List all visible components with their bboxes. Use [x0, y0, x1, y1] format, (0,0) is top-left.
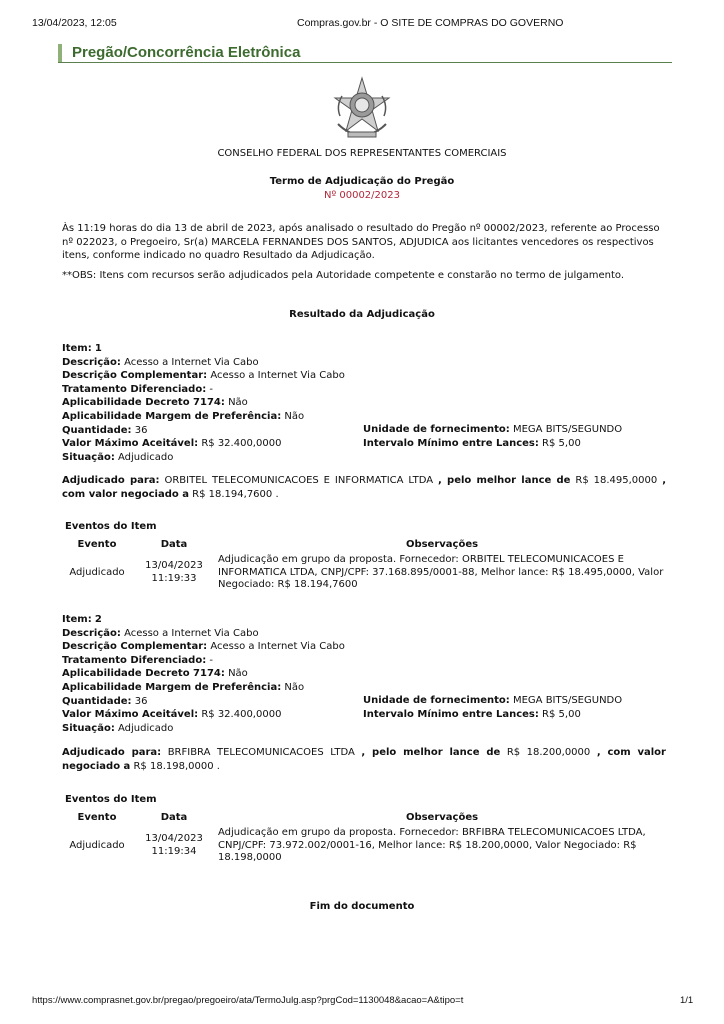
- situacao-row: [62, 722, 345, 736]
- tratamento-label: Tratamento Diferenciado:: [62, 383, 207, 395]
- event-date: 13/04/2023: [145, 833, 203, 845]
- margem-row: [62, 681, 345, 695]
- situacao-label: Situação:: [62, 722, 115, 734]
- table-row: [60, 552, 670, 594]
- margem-label: Aplicabilidade Margem de Preferência:: [62, 410, 282, 422]
- valor-maximo-row: [62, 708, 345, 722]
- event-datetime: [134, 825, 214, 867]
- eventos-title: Eventos do Item: [65, 521, 157, 532]
- print-page-number: 1/1: [680, 995, 694, 1006]
- descricao-value: Acesso a Internet Via Cabo: [124, 356, 259, 368]
- unidade-row: [363, 423, 622, 437]
- valor-maximo-label: Valor Máximo Aceitável:: [62, 438, 199, 450]
- eventos-title: Eventos do Item: [65, 794, 157, 805]
- valor-maximo-row: [62, 437, 345, 451]
- situacao-value: Adjudicado: [118, 722, 174, 734]
- descricao-complementar-value: Acesso a Internet Via Cabo: [210, 641, 345, 653]
- descricao-complementar-value: Acesso a Internet Via Cabo: [210, 370, 345, 382]
- item-label: Item:: [62, 343, 92, 354]
- descricao-row: [62, 627, 345, 641]
- tratamento-row: [62, 383, 345, 397]
- valor-maximo-value: R$ 32.400,0000: [201, 438, 282, 450]
- fornecedor-name: BRFIBRA TELECOMUNICACOES LTDA: [167, 747, 355, 758]
- descricao-complementar-row: [62, 640, 345, 654]
- tratamento-value: -: [209, 383, 214, 395]
- intervalo-label: Intervalo Mínimo entre Lances:: [363, 437, 539, 449]
- item-number-row: [62, 613, 345, 627]
- descricao-complementar-row: [62, 369, 345, 383]
- event-datetime: [134, 552, 214, 594]
- intervalo-label: Intervalo Mínimo entre Lances:: [363, 708, 539, 720]
- event-type: Adjudicado: [69, 566, 125, 578]
- print-url[interactable]: https://www.comprasnet.gov.br/pregao/pregoeiro/ata/TermoJulg.asp?prgCod=1130048&acao=A&tipo=t: [32, 995, 464, 1006]
- quantidade-row: [62, 695, 345, 709]
- intro-paragraph: Às 11:19 horas do dia 13 de abril de 2023, após analisado o resultado do Pregão nº 00002/2023, referente ao Processo nº 022023, o Pregoeiro, Sr(a) MARCELA FERNANDES DOS SANTOS, ADJUDICA aos licitantes vencedores os respectivos itens, conforme indicado no quadro Resultado da Adjudicação.: [62, 223, 660, 261]
- obs-note: **OBS: Itens com recursos serão adjudicados pela Autoridade competente e constarão no termo de julgamento.: [62, 270, 624, 281]
- unidade-label: Unidade de fornecimento:: [363, 424, 510, 435]
- unidade-row: [363, 694, 622, 708]
- item-number: 1: [94, 343, 102, 354]
- adjudicado-para-label: Adjudicado para:: [62, 475, 160, 486]
- item-details-right: [363, 694, 622, 721]
- quantidade-label: Quantidade:: [62, 695, 132, 707]
- intervalo-value: R$ 5,00: [542, 437, 581, 449]
- event-obs: Adjudicação em grupo da proposta. Fornecedor: BRFIBRA TELECOMUNICACOES LTDA, CNPJ/CPF: 73.972.002/0001-16, Melhor lance: R$ 18.200,0000, Valor Negociado: R$ 18.198,0000: [218, 827, 646, 863]
- decreto-value: Não: [228, 397, 248, 409]
- margem-label: Aplicabilidade Margem de Preferência:: [62, 681, 282, 693]
- events-header-row: [60, 536, 670, 552]
- descricao-complementar-label: Descrição Complementar:: [62, 641, 208, 653]
- quantidade-row: [62, 424, 345, 438]
- col-data: Data: [160, 538, 188, 550]
- melhor-lance-label: , pelo melhor lance de: [438, 475, 571, 486]
- event-type: Adjudicado: [69, 839, 125, 851]
- event-time: 11:19:33: [151, 572, 197, 584]
- decreto-row: [62, 667, 345, 681]
- print-page-title: Compras.gov.br - O SITE DE COMPRAS DO GOVERNO: [297, 17, 564, 29]
- intervalo-value: R$ 5,00: [542, 708, 581, 720]
- margem-value: Não: [284, 681, 305, 693]
- decreto-value: Não: [228, 668, 248, 680]
- melhor-lance-value: R$ 18.200,0000: [506, 747, 591, 758]
- valor-negociado-value: R$ 18.198,0000: [133, 760, 214, 772]
- document-end: Fim do documento: [309, 901, 415, 912]
- intervalo-row: [363, 437, 622, 451]
- decreto-row: [62, 396, 345, 410]
- banner-title: Pregão/Concorrência Eletrônica: [72, 44, 301, 61]
- banner-accent: [58, 44, 62, 63]
- tratamento-row: [62, 654, 345, 668]
- col-evento: Evento: [77, 811, 117, 823]
- banner-divider: [58, 62, 672, 63]
- adjudicado-para: Adjudicado para: BRFIBRA TELECOMUNICACOES LTDA , pelo melhor lance de R$ 18.200,0000 , com valor negociado a R$ 18.198,0000 .: [62, 747, 666, 772]
- melhor-lance-value: R$ 18.495,0000: [575, 475, 658, 486]
- unidade-label: Unidade de fornecimento:: [363, 695, 510, 706]
- margem-value: Não: [284, 410, 305, 422]
- events-table: [60, 809, 670, 867]
- valor-negociado-label: , com valor negociado a: [62, 747, 666, 772]
- document-number: Nº 00002/2023: [323, 190, 400, 201]
- item-details-right: [363, 423, 622, 450]
- adjudicado-para: Adjudicado para: ORBITEL TELECOMUNICACOES E INFORMATICA LTDA , pelo melhor lance de R$ 18.495,0000 , com valor negociado a R$ 18.194,7600 .: [62, 475, 667, 500]
- fornecedor-name: ORBITEL TELECOMUNICACOES E INFORMATICA LTDA: [164, 475, 434, 486]
- quantidade-value: 36: [134, 695, 148, 707]
- valor-negociado-value: R$ 18.194,7600: [192, 488, 273, 500]
- descricao-row: [62, 356, 345, 370]
- item-label: Item:: [62, 614, 92, 625]
- quantidade-label: Quantidade:: [62, 424, 132, 436]
- col-evento: Evento: [77, 538, 117, 550]
- events-table: [60, 536, 670, 594]
- tratamento-value: -: [209, 654, 214, 666]
- event-obs: Adjudicação em grupo da proposta. Fornecedor: ORBITEL TELECOMUNICACOES E INFORMATICA LTDA, CNPJ/CPF: 37.168.895/0001-88, Melhor lance: R$ 18.495,0000, Valor Negociado: R$ 18.194,7600: [218, 554, 664, 590]
- col-data: Data: [160, 811, 188, 823]
- descricao-complementar-label: Descrição Complementar:: [62, 370, 208, 382]
- melhor-lance-label: , pelo melhor lance de: [361, 747, 501, 758]
- result-heading: Resultado da Adjudicação: [289, 309, 435, 320]
- brasao-republica-icon: [330, 76, 394, 140]
- margem-row: [62, 410, 345, 424]
- situacao-value: Adjudicado: [118, 451, 174, 463]
- events-header-row: [60, 809, 670, 825]
- adjudicado-para-label: Adjudicado para:: [62, 747, 162, 758]
- descricao-label: Descrição:: [62, 356, 121, 368]
- valor-maximo-label: Valor Máximo Aceitável:: [62, 709, 199, 721]
- item-details: [62, 613, 345, 735]
- col-observacoes: Observações: [405, 811, 479, 823]
- unidade-value: MEGA BITS/SEGUNDO: [512, 695, 623, 706]
- unidade-value: MEGA BITS/SEGUNDO: [512, 424, 623, 435]
- quantidade-value: 36: [134, 424, 148, 436]
- item-number: 2: [94, 614, 102, 625]
- valor-maximo-value: R$ 32.400,0000: [201, 709, 282, 721]
- organization-name: CONSELHO FEDERAL DOS REPRESENTANTES COMERCIAIS: [217, 148, 507, 159]
- situacao-label: Situação:: [62, 451, 115, 463]
- document-title: Termo de Adjudicação do Pregão: [269, 176, 455, 187]
- col-observacoes: Observações: [405, 538, 479, 550]
- item-details: [62, 342, 345, 464]
- tratamento-label: Tratamento Diferenciado:: [62, 654, 207, 666]
- table-row: [60, 825, 670, 867]
- decreto-label: Aplicabilidade Decreto 7174:: [62, 668, 225, 680]
- print-datetime: 13/04/2023, 12:05: [32, 17, 117, 29]
- descricao-label: Descrição:: [62, 627, 121, 639]
- event-date: 13/04/2023: [145, 560, 203, 572]
- valor-negociado-label: , com valor negociado a: [62, 475, 667, 500]
- situacao-row: [62, 451, 345, 465]
- decreto-label: Aplicabilidade Decreto 7174:: [62, 397, 225, 409]
- event-time: 11:19:34: [151, 845, 197, 857]
- intervalo-row: [363, 708, 622, 722]
- descricao-value: Acesso a Internet Via Cabo: [124, 627, 259, 639]
- item-number-row: [62, 342, 345, 356]
